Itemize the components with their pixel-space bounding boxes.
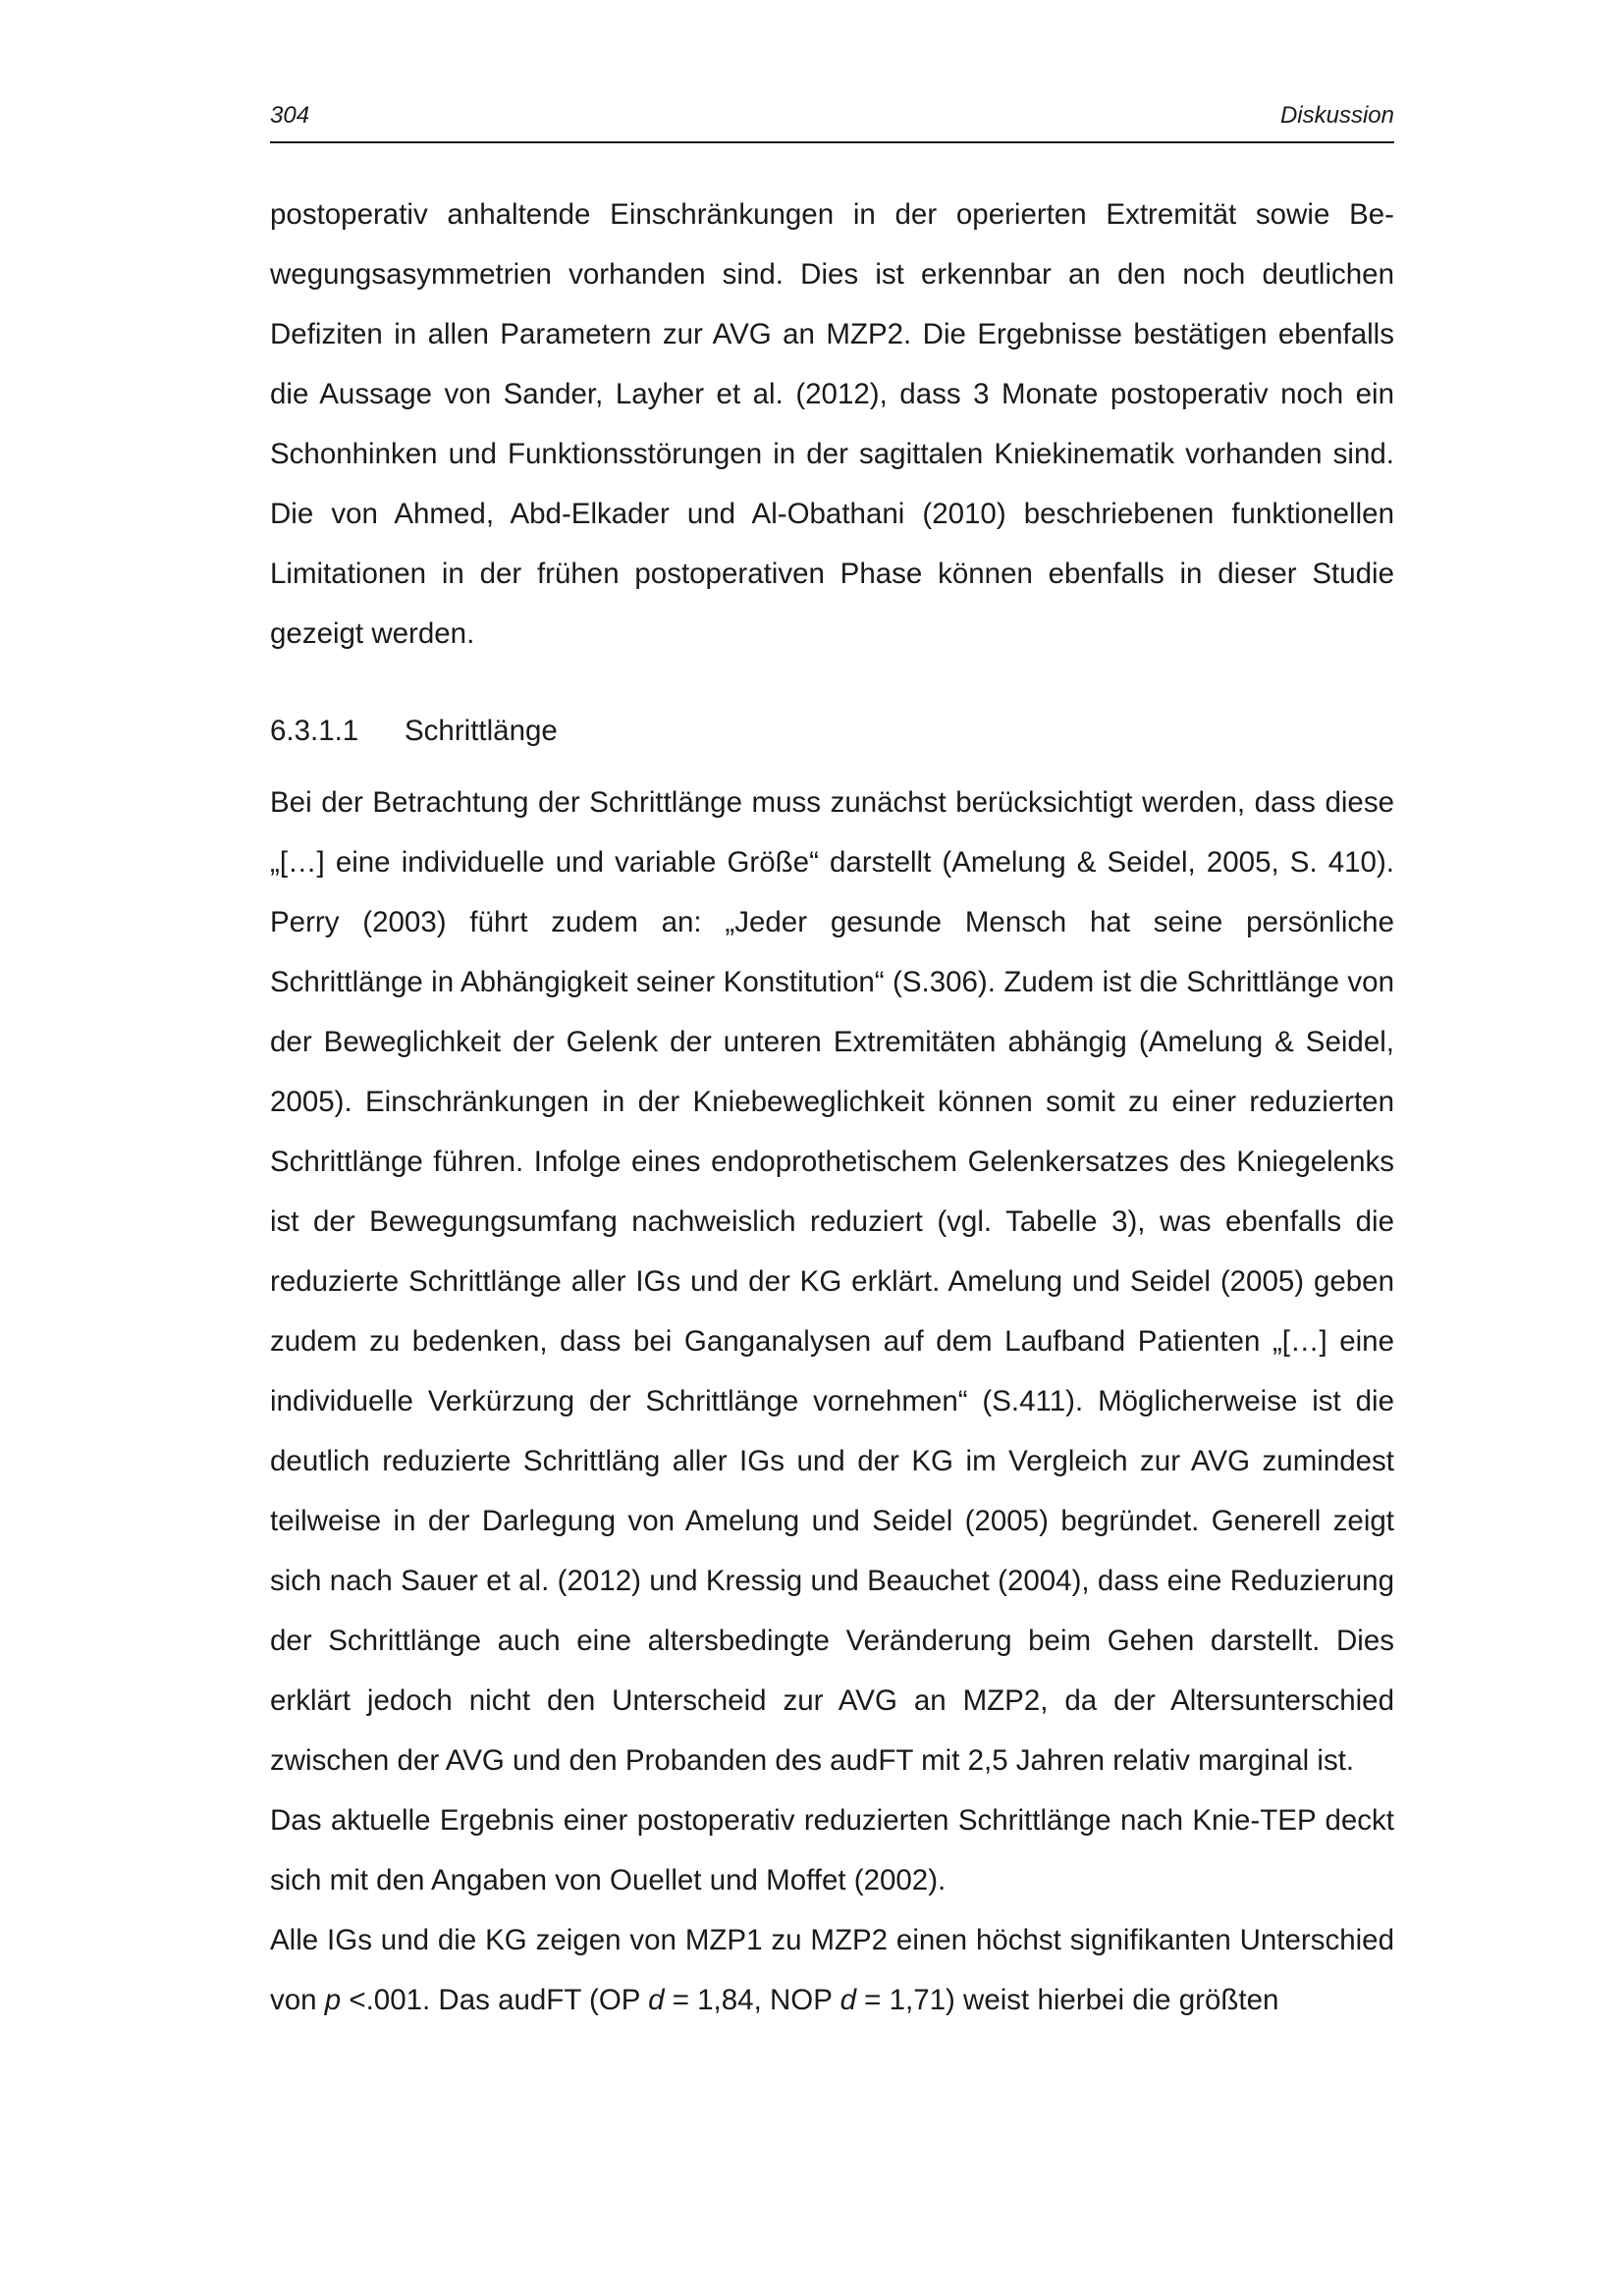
paragraph-3-text-1: Alle IGs und die KG zeigen von MZP1 zu MZP2 einen höchst signifikanten Unterschied von [270,1924,1394,2016]
paragraph-schrittlaenge-3 [270,1910,1394,2030]
effect-size-symbol-op: d [648,1984,665,2016]
paragraph-schrittlaenge-2: Das aktuelle Ergebnis einer postoperativ reduzierten Schrittlänge nach Knie-TEP deckt sich mit den Angaben von Ouellet und Moffet (2002). [270,1804,1394,1896]
section-number: 6.3.1.1 [270,715,359,747]
running-head: Diskussion [1279,102,1394,129]
paragraph-3-text-2: <.001. Das audFT (OP [341,1984,649,2016]
paragraph-3-text-4: = 1,71) weist hierbei die größten [855,1984,1279,2016]
page-header [270,98,1394,143]
effect-size-symbol-nop: d [839,1984,856,2016]
intro-paragraph: postoperativ anhaltende Einschränkungen in der operierten Extremität sowie Bewegungsasymmetrien vorhanden sind. Dies ist erkennbar an den noch deutlichen Defiziten in allen Parametern zur AVG an MZP2. Die Ergebnisse bestätigen ebenfalls die Aussage von Sander, Layher et al. (2012), dass 3 Monate postoperativ noch ein Schonhinken und Funktionsstörungen in der sagittalen Kniekinematik vorhanden sind. Die von Ahmed, Abd-Elkader und Al-Obathani (2010) beschriebenen funktionellen Limitationen in der frühen postoperativen Phase können ebenfalls in dieser Studie gezeigt werden. [270,198,1394,650]
section-title: Schrittlänge [405,715,558,747]
body-text [270,185,1394,2030]
paragraph-schrittlaenge-1: Bei der Betrachtung der Schrittlänge muss zunächst berücksichtigt werden, dass diese „[…] eine individuelle und variable Größe“ darstellt (Amelung & Seidel, 2005, S. 410). Perry (2003) führt zudem an: „Jeder gesunde Mensch hat seine persönliche Schrittlänge in Abhängigkeit seiner Konstitution“ (S.306). Zudem ist die Schrittlänge von der Beweglichkeit der Gelenk der unteren Extremitäten abhängig (Amelung & Seidel, 2005). Einschränkungen in der Kniebeweglichkeit können somit zu einer reduzierten Schrittlänge führen. Infolge eines endoprothetischem Gelenkersatzes des Kniegelenks ist der Bewegungsumfang nachweislich reduziert (vgl. Tabelle 3), was ebenfalls die reduzierte Schrittlänge aller IGs und der KG erklärt. Amelung und Seidel (2005) geben zudem zu bedenken, dass bei Ganganalysen auf dem Laufband Patienten „[…] eine individuelle Verkürzung der Schrittlänge vornehmen“ (S.411). Möglicherweise ist die deutlich reduzierte Schrittläng aller IGs und der KG im Vergleich zur AVG zumindest teilweise in der Darlegung von Amelung und Seidel (2005) begründet. Generell zeigt sich nach Sauer et al. (2012) und Kressig und Beauchet (2004), dass eine Reduzierung der Schrittlänge auch eine altersbedingte Veränderung beim Gehen darstellt. Dies erklärt jedoch nicht den Unterscheid zur AVG an MZP2, da der Altersunterschied zwischen der AVG und den Probanden des audFT mit 2,5 Jahren relativ marginal ist. [270,786,1394,1777]
section-heading [270,701,1394,761]
p-value-symbol: p [324,1984,342,2016]
paragraph-3-text-3: = 1,84, NOP [664,1984,840,2016]
page-number: 304 [270,102,310,129]
